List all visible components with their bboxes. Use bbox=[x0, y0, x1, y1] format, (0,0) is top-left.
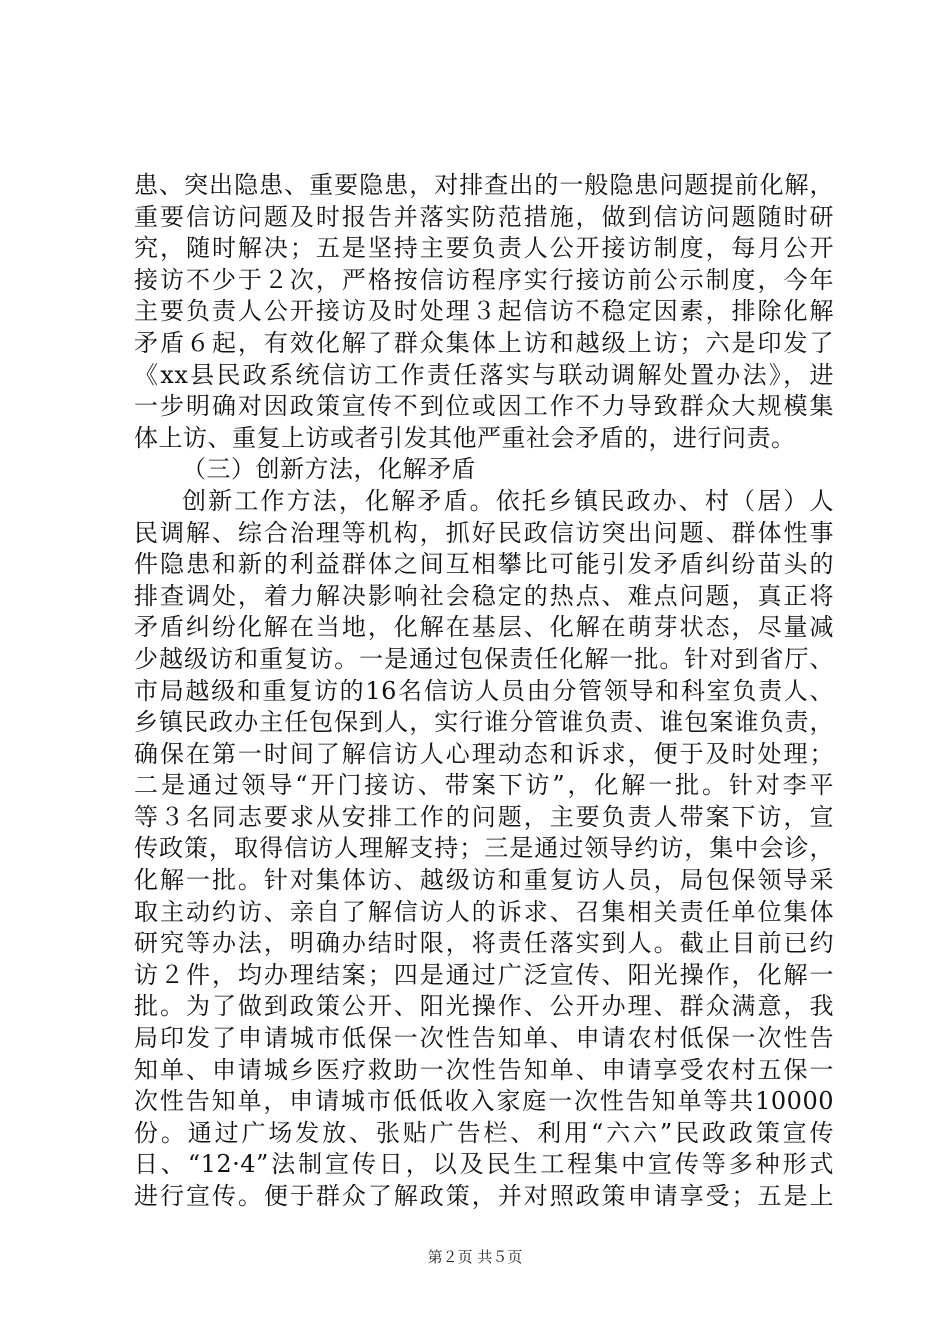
text-line: 接访不少于２次，严格按信访程序实行接访前公示制度，今年 bbox=[134, 265, 834, 294]
text-line: 等３名同志要求从安排工作的问题，主要负责人带案下访，宣 bbox=[134, 802, 834, 831]
text-line: 局印发了申请城市低保一次性告知单、申请农村低保一次性告 bbox=[134, 1024, 834, 1053]
text-line: 化解一批。针对集体访、越级访和重复访人员，局包保领导采 bbox=[134, 866, 834, 895]
text-line: 市局越级和重复访的16名信访人员由分管领导和科室负责人、 bbox=[134, 676, 834, 705]
text-line: 进行宣传。便于群众了解政策，并对照政策申请享受；五是上 bbox=[134, 1182, 834, 1210]
document-body bbox=[134, 170, 834, 1213]
text-line: 体上访、重复上访或者引发其他严重社会矛盾的，进行问责。 bbox=[134, 423, 796, 452]
text-line: 患、突出隐患、重要隐患，对排查出的一般隐患问题提前化解， bbox=[134, 171, 834, 199]
text-line: 民调解、综合治理等机构，抓好民政信访突出问题、群体性事 bbox=[134, 518, 834, 547]
text-line: 重要信访问题及时报告并落实防范措施，做到信访问题随时研 bbox=[134, 202, 834, 231]
text-line: 传政策，取得信访人理解支持；三是通过领导约访，集中会诊， bbox=[134, 834, 834, 863]
text-line: 知单、申请城乡医疗救助一次性告知单、申请享受农村五保一 bbox=[134, 1055, 834, 1084]
text-line: 《xx县民政系统信访工作责任落实与联动调解处置办法》，进 bbox=[134, 360, 834, 389]
text-line: 创新工作方法，化解矛盾。依托乡镇民政办、村（居）人 bbox=[182, 486, 834, 515]
section-heading: （三）创新方法，化解矛盾 bbox=[182, 455, 476, 484]
text-line: 批。为了做到政策公开、阳光操作、公开办理、群众满意，我 bbox=[134, 992, 834, 1021]
text-line: 件隐患和新的利益群体之间互相攀比可能引发矛盾纠纷苗头的 bbox=[134, 550, 834, 579]
text-line: 日、“12·4”法制宣传日，以及民生工程集中宣传等多种形式 bbox=[134, 1150, 834, 1179]
text-line: 次性告知单，申请城市低低收入家庭一次性告知单等共10000 bbox=[134, 1087, 834, 1116]
text-line: 访２件，均办理结案；四是通过广泛宣传、阳光操作，化解一 bbox=[134, 960, 834, 989]
text-line: 份。通过广场发放、张贴广告栏、利用“六六”民政政策宣传 bbox=[134, 1118, 834, 1147]
text-line: 乡镇民政办主任包保到人，实行谁分管谁负责、谁包案谁负责， bbox=[134, 708, 834, 737]
page-footer: 第２页 共５页 bbox=[427, 1248, 523, 1266]
text-line: 确保在第一时间了解信访人心理动态和诉求，便于及时处理； bbox=[134, 739, 834, 768]
text-line: 一步明确对因政策宣传不到位或因工作不力导致群众大规模集 bbox=[134, 392, 834, 421]
text-line: 究，随时解决；五是坚持主要负责人公开接访制度，每月公开 bbox=[134, 234, 834, 263]
text-line: 取主动约访、亲自了解信访人的诉求、召集相关责任单位集体 bbox=[134, 897, 834, 926]
text-line: 主要负责人公开接访及时处理３起信访不稳定因素，排除化解 bbox=[134, 297, 834, 326]
paragraph-1 bbox=[134, 170, 834, 454]
text-line: 排查调处，着力解决影响社会稳定的热点、难点问题，真正将 bbox=[134, 581, 834, 610]
paragraph-2 bbox=[134, 486, 834, 1213]
text-line: 二是通过领导“开门接访、带案下访”，化解一批。针对李平 bbox=[134, 771, 834, 800]
text-line: 矛盾６起，有效化解了群众集体上访和越级上访；六是印发了 bbox=[134, 328, 834, 357]
text-line: 矛盾纠纷化解在当地，化解在基层、化解在萌芽状态，尽量减 bbox=[134, 613, 834, 642]
text-line: 少越级访和重复访。一是通过包保责任化解一批。针对到省厅、 bbox=[134, 644, 834, 673]
text-line: 研究等办法，明确办结时限，将责任落实到人。截止目前已约 bbox=[134, 929, 834, 958]
